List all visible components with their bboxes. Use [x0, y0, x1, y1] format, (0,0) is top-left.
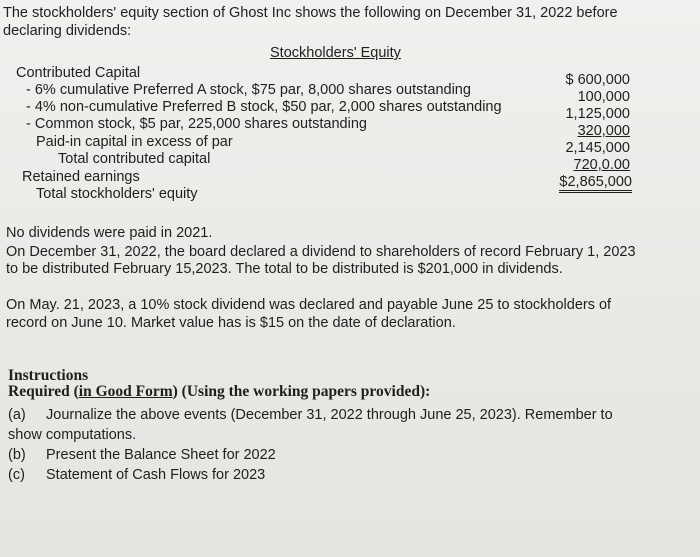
total-contributed-label: Total contributed capital	[58, 151, 211, 167]
item-a-marker: (a)	[8, 407, 26, 423]
item-a-text: Journalize the above events (December 31, 2022 through June 25, 2023). Remember to	[46, 407, 613, 423]
intro-line-2: declaring dividends:	[3, 23, 132, 39]
retained-earnings-amount: 720,0.00	[573, 157, 630, 173]
required-line	[8, 383, 430, 400]
retained-earnings-value	[530, 157, 630, 174]
preferred-b-value: 100,000	[577, 89, 630, 105]
no-dividends-note: No dividends were paid in 2021.	[6, 225, 213, 241]
total-equity-amount: $2,865,000	[559, 174, 632, 193]
total-equity-value	[530, 174, 632, 191]
item-b-text: Present the Balance Sheet for 2022	[46, 447, 276, 463]
instructions-heading: Instructions	[8, 367, 89, 384]
required-good-form: in Good Form	[78, 383, 173, 400]
total-contributed-value: 2,145,000	[565, 140, 630, 156]
item-c-text: Statement of Cash Flows for 2023	[46, 467, 266, 483]
preferred-b-label: - 4% non-cumulative Preferred B stock, $50 par, 2,000 shares outstanding	[26, 99, 502, 115]
stock-dividend-line-1: On May. 21, 2023, a 10% stock dividend was declared and payable June 25 to stockholders of	[6, 297, 612, 313]
equity-heading: Stockholders' Equity	[270, 45, 401, 61]
paid-in-capital-value	[530, 123, 630, 140]
required-prefix: Required (	[8, 383, 79, 400]
dividend-declaration-line-2: to be distributed February 15,2023. The total to be distributed is $201,000 in dividends.	[6, 261, 563, 277]
common-stock-label: - Common stock, $5 par, 225,000 shares outstanding	[26, 116, 367, 132]
retained-earnings-label: Retained earnings	[22, 169, 140, 185]
paid-in-capital-label: Paid-in capital in excess of par	[36, 134, 233, 150]
item-c-marker: (c)	[8, 467, 25, 483]
stock-dividend-line-2: record on June 10. Market value has is $15 on the date of declaration.	[6, 315, 456, 331]
total-equity-label: Total stockholders' equity	[36, 186, 198, 202]
required-suffix: ) (Using the working papers provided):	[172, 383, 431, 400]
item-a-continuation: show computations.	[8, 427, 137, 443]
item-b-marker: (b)	[8, 447, 26, 463]
preferred-a-label: - 6% cumulative Preferred A stock, $75 par, 8,000 shares outstanding	[26, 82, 471, 98]
common-stock-value: 1,125,000	[565, 106, 630, 122]
contributed-capital-label: Contributed Capital	[16, 65, 141, 81]
paid-in-capital-amount: 320,000	[577, 123, 630, 139]
dividend-declaration-line-1: On December 31, 2022, the board declared a dividend to shareholders of record February 1, 2023	[6, 244, 636, 260]
intro-line-1: The stockholders' equity section of Ghost Inc shows the following on December 31, 2022 before	[3, 5, 618, 21]
preferred-a-value: $ 600,000	[565, 72, 630, 88]
